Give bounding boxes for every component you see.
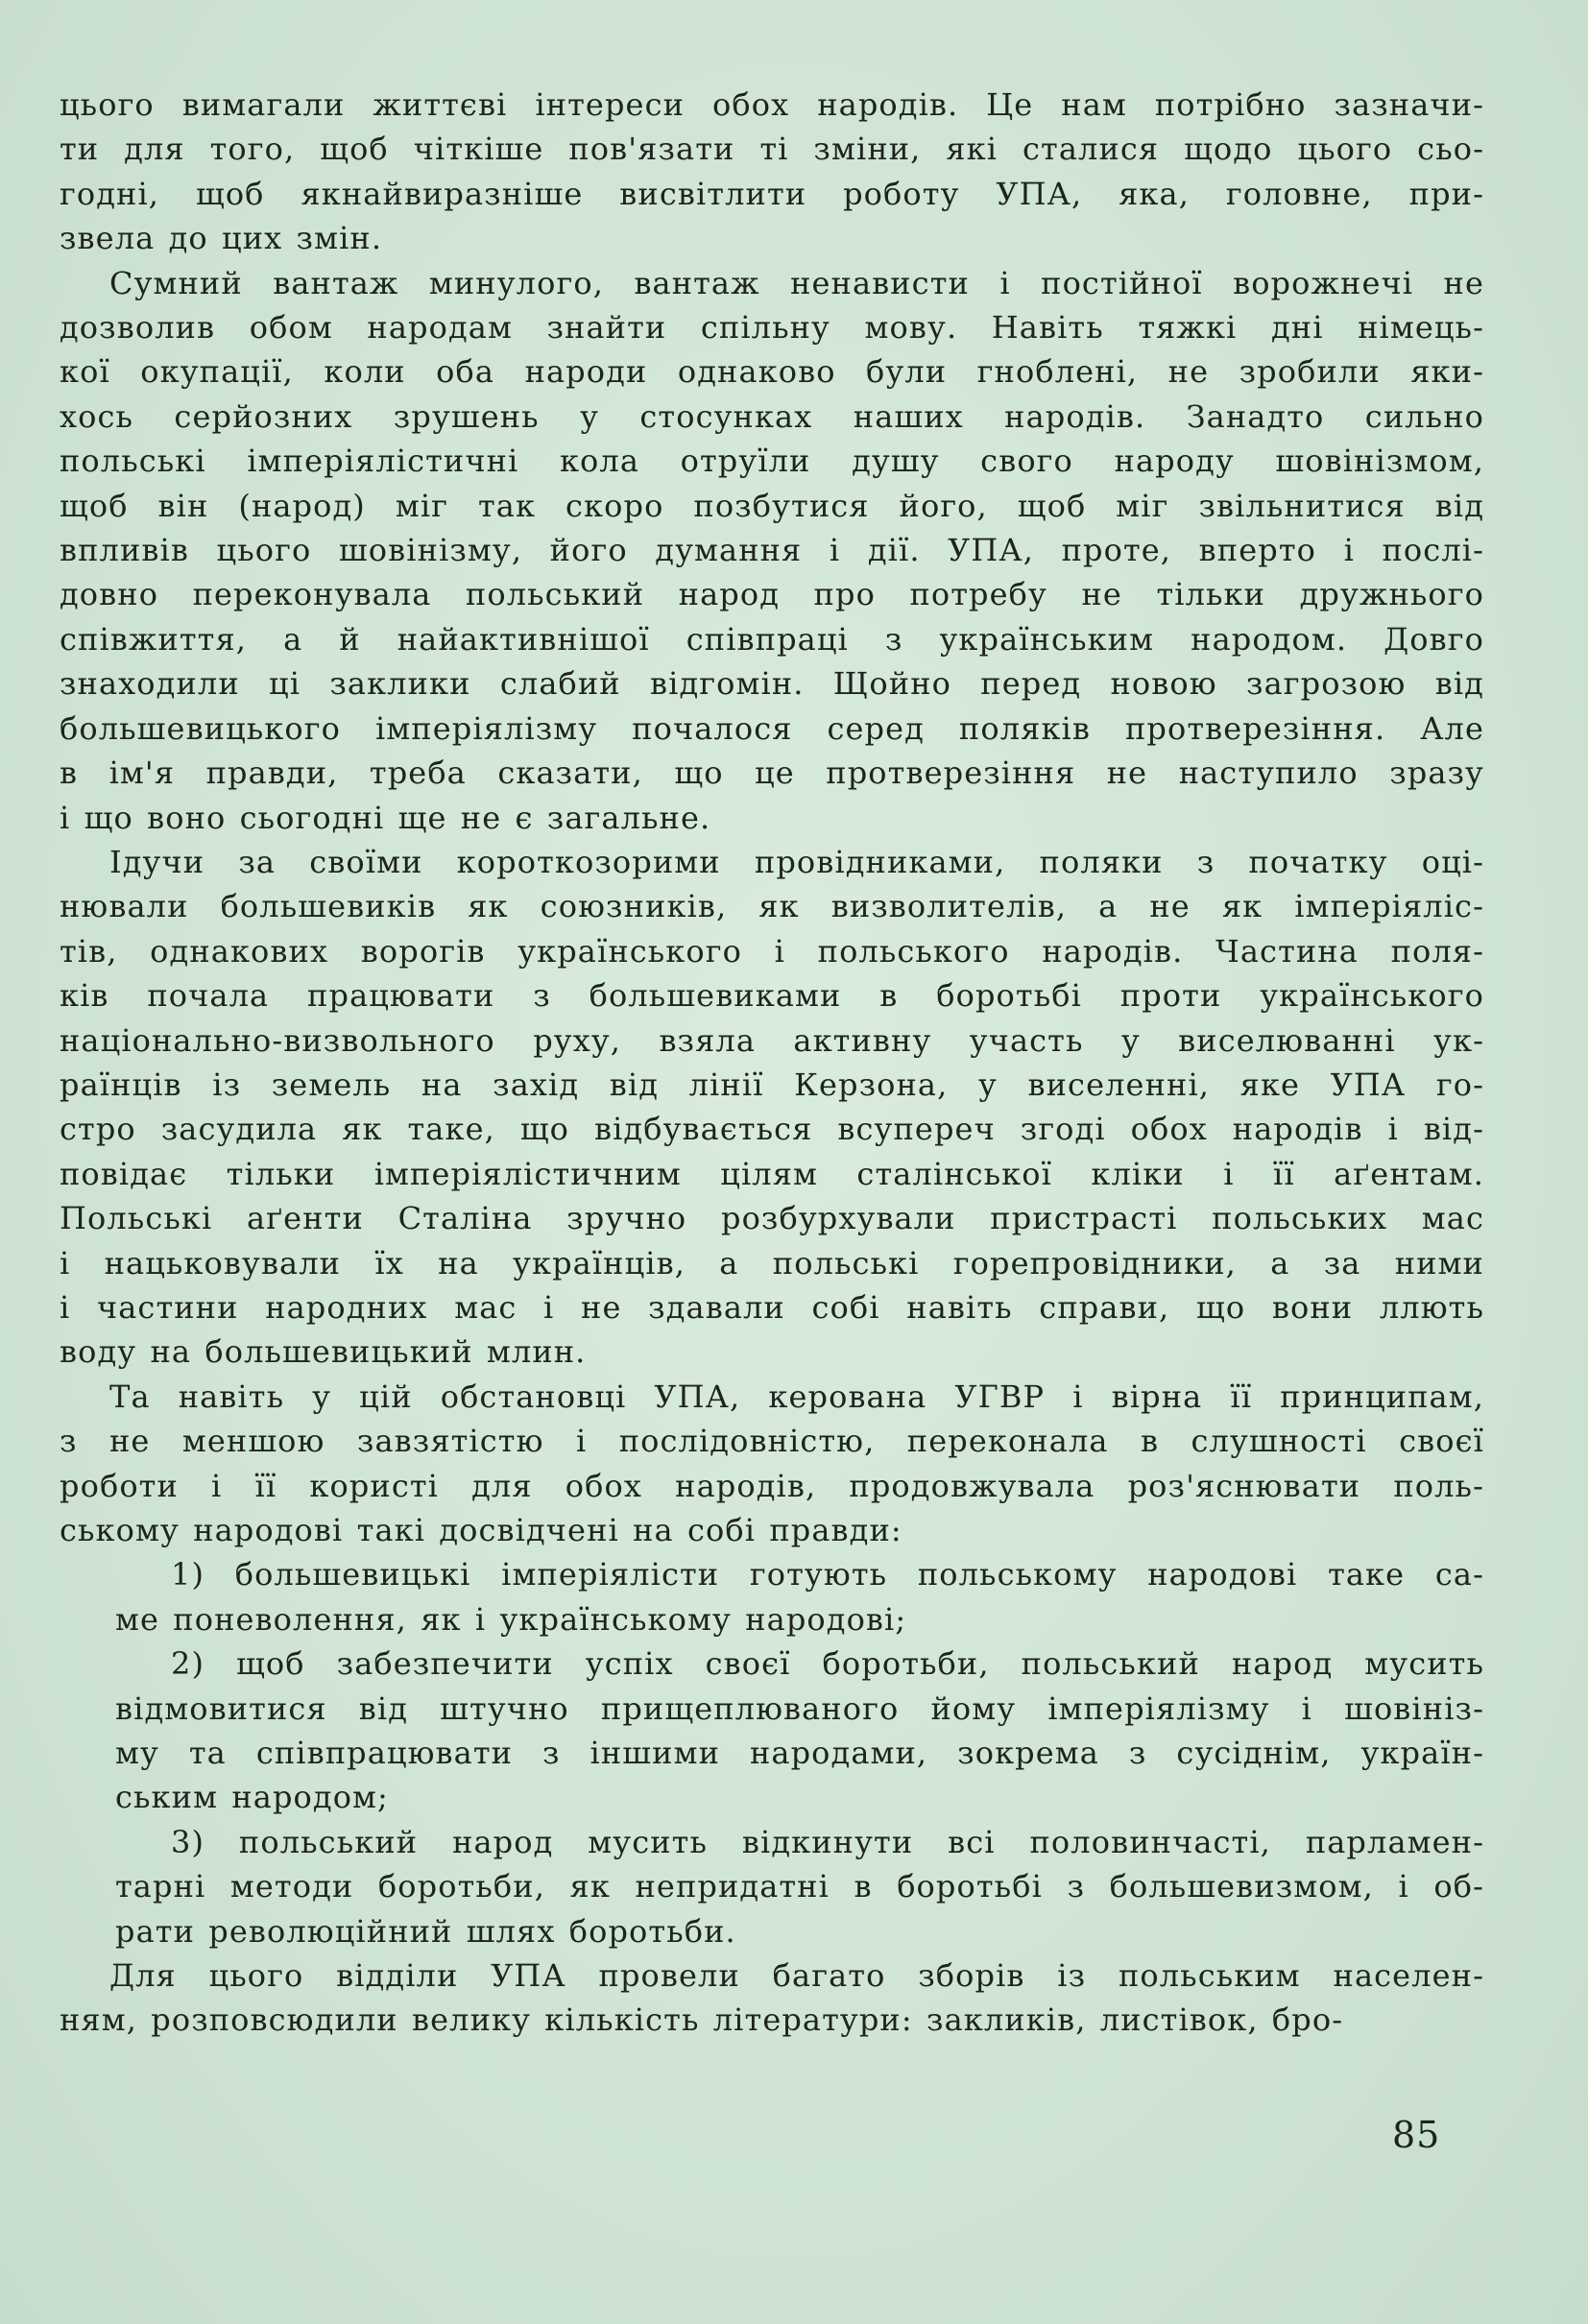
text-line: му та співпрацювати з іншими народами, зокрема з сусіднім, україн- bbox=[115, 1735, 1484, 1772]
text-line: рати революційний шлях боротьби. bbox=[115, 1912, 736, 1950]
text-line: кої окупації, коли оба народи однаково були гноблені, не зробили яки- bbox=[60, 353, 1484, 391]
body-text bbox=[60, 83, 1484, 2043]
text-line: хось серйозних зрушень у стосунках наших народів. Занадто сильно bbox=[60, 397, 1484, 435]
text-line: ському народові такі досвідчені на собі правди: bbox=[60, 1512, 902, 1548]
text-line: цього вимагали життєві інтереси обох народів. Це нам потрібно зазначи- bbox=[60, 86, 1484, 123]
paragraph bbox=[60, 83, 1484, 261]
text-line: годні, щоб якнайвиразніше висвітлити роботу УПА, яка, головне, при- bbox=[60, 175, 1484, 212]
text-line: відмовитися від штучно прищеплюваного йому імперіялізму і шовініз- bbox=[115, 1689, 1484, 1727]
text-line: 3) польський народ мусить відкинути всі половинчасті, парламен- bbox=[171, 1823, 1484, 1860]
paragraph bbox=[60, 840, 1484, 1375]
paragraph bbox=[60, 261, 1484, 840]
paragraph bbox=[60, 1375, 1484, 1553]
text-line: роботи і її користі для обох народів, продовжувала роз'яснювати поль- bbox=[60, 1467, 1484, 1504]
text-line: нювали большевиків як союзників, як визволителів, а не як імперіяліс- bbox=[60, 888, 1484, 925]
text-line: тарні методи боротьби, як непридатні в боротьбі з большевизмом, і об- bbox=[115, 1868, 1484, 1905]
paragraph bbox=[60, 1953, 1484, 2043]
text-line: Та навіть у цій обстановці УПА, керована УГВР і вірна її принципам, bbox=[109, 1378, 1484, 1415]
text-line: стро засудила як таке, що відбувається всупереч згоді обох народів і від- bbox=[60, 1111, 1484, 1148]
text-line: довно переконувала польський народ про потребу не тільки дружнього bbox=[60, 576, 1484, 613]
text-line: ків почала працювати з большевиками в боротьбі проти українського bbox=[60, 977, 1484, 1015]
text-line: з не меншою завзятістю і послідовністю, переконала в слушності своєї bbox=[60, 1423, 1484, 1460]
text-line: співжиття, а й найактивнішої співпраці з українським народом. Довго bbox=[60, 620, 1484, 658]
text-line: щоб він (народ) міг так скоро позбутися його, щоб міг звільнитися від bbox=[60, 487, 1484, 524]
text-line: тів, однакових ворогів українського і польського народів. Частина поля- bbox=[60, 932, 1484, 970]
text-line: Для цього відділи УПА провели багато зборів із польським населен- bbox=[109, 1957, 1484, 1995]
text-line: дозволив обом народам знайти спільну мову. Навіть тяжкі дні німець- bbox=[60, 309, 1484, 347]
text-line: повідає тільки імперіялістичним цілям сталінської кліки і її аґентам. bbox=[60, 1155, 1484, 1192]
text-line: національно-визвольного руху, взяла активну участь у виселюванні ук- bbox=[60, 1021, 1484, 1059]
text-line: ти для того, щоб чіткіше пов'язати ті зміни, які сталися щодо цього сьо- bbox=[60, 131, 1484, 168]
text-line: Ідучи за своїми короткозорими провідниками, поляки з початку оці- bbox=[109, 843, 1484, 880]
text-line: 1) большевицькі імперіялісти готують польському народові таке са- bbox=[171, 1556, 1484, 1593]
paragraph bbox=[60, 1641, 1484, 1820]
text-line: в ім'я правди, треба сказати, що це протверезіння не наступило зразу bbox=[60, 755, 1484, 792]
text-line: большевицького імперіялізму почалося серед поляків протверезіння. Але bbox=[60, 709, 1484, 747]
text-line: і що воно сьогодні ще не є загальне. bbox=[60, 799, 711, 836]
text-line: Польські аґенти Сталіна зручно розбурхували пристрасті польських мас bbox=[60, 1200, 1484, 1237]
text-line: і частини народних мас і не здавали собі навіть справи, що вони ллють bbox=[60, 1288, 1484, 1326]
text-line: польські імперіялістичні кола отруїли душу свого народу шовінізмом, bbox=[60, 443, 1484, 480]
text-line: ським народом; bbox=[115, 1779, 389, 1816]
text-line: ме поневолення, як і українському народові; bbox=[115, 1600, 907, 1638]
text-line: звела до цих змін. bbox=[60, 220, 383, 257]
paragraph bbox=[60, 1552, 1484, 1641]
text-line: ням, розповсюдили велику кількість літератури: закликів, листівок, бро- bbox=[60, 2001, 1344, 2039]
paragraph bbox=[60, 1820, 1484, 1953]
text-line: Сумний вантаж минулого, вантаж ненависти і постійної ворожнечі не bbox=[109, 264, 1484, 301]
text-line: раїнців із земель на захід від лінії Керзона, у виселенні, яке УПА го- bbox=[60, 1066, 1484, 1103]
text-line: впливів цього шовінізму, його думання і дії. УПА, проте, вперто і послі- bbox=[60, 532, 1484, 569]
text-line: воду на большевицький млин. bbox=[60, 1333, 587, 1371]
text-line: 2) щоб забезпечити успіх своєї боротьби, польський народ мусить bbox=[171, 1645, 1484, 1683]
text-line: і нацьковували їх на українців, а польські горепровідники, а за ними bbox=[60, 1244, 1484, 1282]
page-number: 85 bbox=[1392, 2114, 1441, 2156]
text-line: знаходили ці заклики слабий відгомін. Щойно перед новою загрозою від bbox=[60, 665, 1484, 703]
